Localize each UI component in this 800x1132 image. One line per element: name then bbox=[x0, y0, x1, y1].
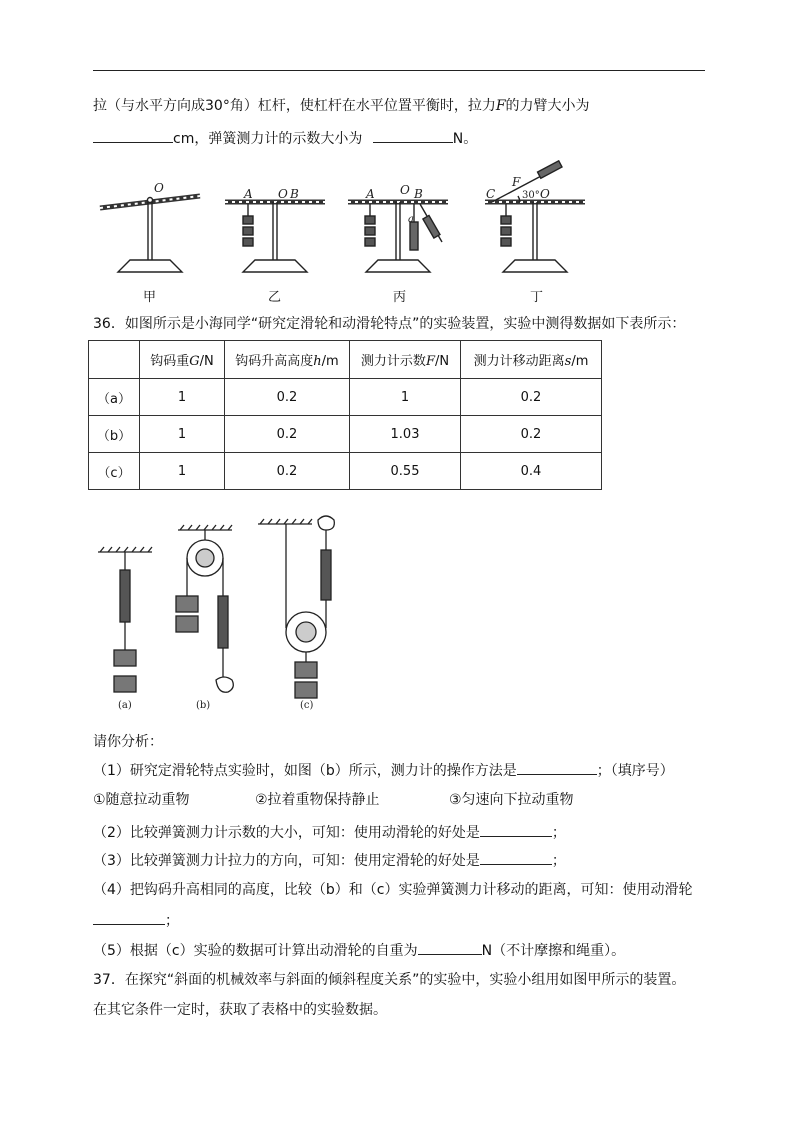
label-angle: 30° bbox=[522, 190, 540, 201]
label-c: C bbox=[486, 187, 496, 201]
table-cell: （b） bbox=[89, 416, 140, 453]
table-cell: 1 bbox=[140, 379, 225, 416]
fig-label-ding: 丁 bbox=[530, 290, 544, 305]
option-2: ②拉着重物保持静止 bbox=[255, 792, 380, 808]
table-cell: 1.03 bbox=[350, 416, 461, 453]
q36-part-1 bbox=[93, 760, 674, 781]
q35-text-unit-n: N。 bbox=[452, 131, 478, 147]
pulley-label-c: (c) bbox=[300, 700, 314, 710]
table-row bbox=[89, 416, 602, 453]
q36-intro: 36．如图所示是小海同学“研究定滑轮和动滑轮特点”的实验装置，实验中测得数据如下表所示： bbox=[93, 316, 686, 332]
table-row bbox=[89, 453, 602, 490]
label-b: B bbox=[290, 187, 299, 201]
table-cell: 1 bbox=[140, 416, 225, 453]
q35-text: 拉（与水平方向成30°角）杠杆，使杠杆在水平位置平衡时，拉力 bbox=[93, 98, 496, 114]
table-cell: 1 bbox=[350, 379, 461, 416]
pulley-label-a: (a) bbox=[118, 700, 132, 710]
table-cell: 0.4 bbox=[461, 453, 602, 490]
part-end: ； bbox=[551, 825, 566, 841]
q35-line-2 bbox=[93, 128, 477, 149]
table-cell: 0.55 bbox=[350, 453, 461, 490]
part-end: N（不计摩擦和绳重）。 bbox=[481, 943, 626, 959]
answer-blank[interactable] bbox=[480, 850, 552, 865]
q35-text-unit: cm，弹簧测力计的示数大小为 bbox=[173, 131, 363, 147]
answer-blank[interactable] bbox=[373, 128, 453, 143]
part-end: ；（填序号） bbox=[596, 763, 674, 779]
answer-blank[interactable] bbox=[517, 760, 597, 775]
header-rule bbox=[93, 70, 705, 71]
q36-part-3 bbox=[93, 850, 566, 871]
table-row bbox=[89, 379, 602, 416]
fig-label-jia: 甲 bbox=[143, 290, 157, 305]
table-header-cell: 测力计示数F/N bbox=[350, 341, 461, 379]
table-cell: 0.2 bbox=[225, 379, 350, 416]
fig-label-bing: 丙 bbox=[393, 290, 407, 305]
table-cell: 1 bbox=[140, 453, 225, 490]
q37-line-1: 37．在探究“斜面的机械效率与斜面的倾斜程度关系”的实验中，实验小组用如图甲所示的装置。 bbox=[93, 972, 686, 988]
table-cell: （c） bbox=[89, 453, 140, 490]
label-o: O bbox=[400, 183, 410, 197]
part-end: ； bbox=[165, 913, 179, 929]
label-o: O bbox=[540, 187, 550, 201]
label-o: O bbox=[154, 181, 164, 195]
lever-yi bbox=[225, 202, 325, 272]
label-a: A bbox=[244, 187, 253, 201]
label-a: A bbox=[366, 187, 375, 201]
lever-bing bbox=[348, 202, 448, 272]
answer-blank[interactable] bbox=[93, 910, 165, 925]
answer-blank[interactable] bbox=[93, 128, 173, 143]
option-1: ①随意拉动重物 bbox=[93, 792, 190, 808]
label-f: F bbox=[512, 175, 521, 189]
fig-label-yi: 乙 bbox=[268, 290, 282, 305]
q37-line-2: 在其它条件一定时，获取了表格中的实验数据。 bbox=[93, 1002, 387, 1018]
part-text: （3）比较弹簧测力计拉力的方向，可知：使用定滑轮的好处是 bbox=[93, 853, 480, 869]
part-text: （2）比较弹簧测力计示数的大小，可知：使用动滑轮的好处是 bbox=[93, 825, 480, 841]
label-a-small: a bbox=[408, 214, 414, 225]
q35-text-post: 的力臂大小为 bbox=[505, 98, 590, 114]
lever-jia bbox=[100, 196, 200, 272]
table-cell: 0.2 bbox=[225, 453, 350, 490]
table-header-cell bbox=[89, 341, 140, 379]
q36-options bbox=[93, 790, 574, 810]
table-cell: 0.2 bbox=[461, 379, 602, 416]
part-end: ； bbox=[551, 853, 566, 869]
answer-blank[interactable] bbox=[480, 822, 552, 837]
lever-ding bbox=[485, 161, 585, 272]
q36-part-2 bbox=[93, 822, 566, 843]
part-text: （1）研究定滑轮特点实验时，如图（b）所示，测力计的操作方法是 bbox=[93, 763, 517, 779]
table-cell: 0.2 bbox=[461, 416, 602, 453]
label-b: B bbox=[414, 187, 423, 201]
q36-data-table bbox=[88, 340, 602, 490]
q35-line-1 bbox=[93, 96, 590, 116]
table-header-row bbox=[89, 341, 602, 379]
q36-part-5 bbox=[93, 940, 625, 961]
analysis-title: 请你分析： bbox=[93, 734, 163, 750]
pulley-fig-a bbox=[98, 547, 152, 692]
part-text: （5）根据（c）实验的数据可计算出动滑轮的自重为 bbox=[93, 943, 418, 959]
answer-blank[interactable] bbox=[418, 940, 482, 955]
option-3: ③匀速向下拉动重物 bbox=[449, 792, 574, 808]
pulley-fig-c bbox=[258, 516, 334, 698]
var-F: F bbox=[495, 98, 506, 114]
table-cell: （a） bbox=[89, 379, 140, 416]
pulley-figures bbox=[90, 510, 370, 710]
label-o: O bbox=[278, 187, 288, 201]
pulley-label-b: (b) bbox=[196, 700, 211, 710]
pulley-fig-b bbox=[176, 525, 233, 692]
q36-part-4-cont bbox=[93, 910, 179, 931]
lever-figures bbox=[90, 160, 610, 300]
table-header-cell: 测力计移动距离s/m bbox=[461, 341, 602, 379]
table-header-cell: 钩码重G/N bbox=[140, 341, 225, 379]
q36-part-4: （4）把钩码升高相同的高度，比较（b）和（c）实验弹簧测力计移动的距离，可知：使用动滑轮 bbox=[93, 882, 693, 898]
table-header-cell: 钩码升高高度h/m bbox=[225, 341, 350, 379]
table-cell: 0.2 bbox=[225, 416, 350, 453]
